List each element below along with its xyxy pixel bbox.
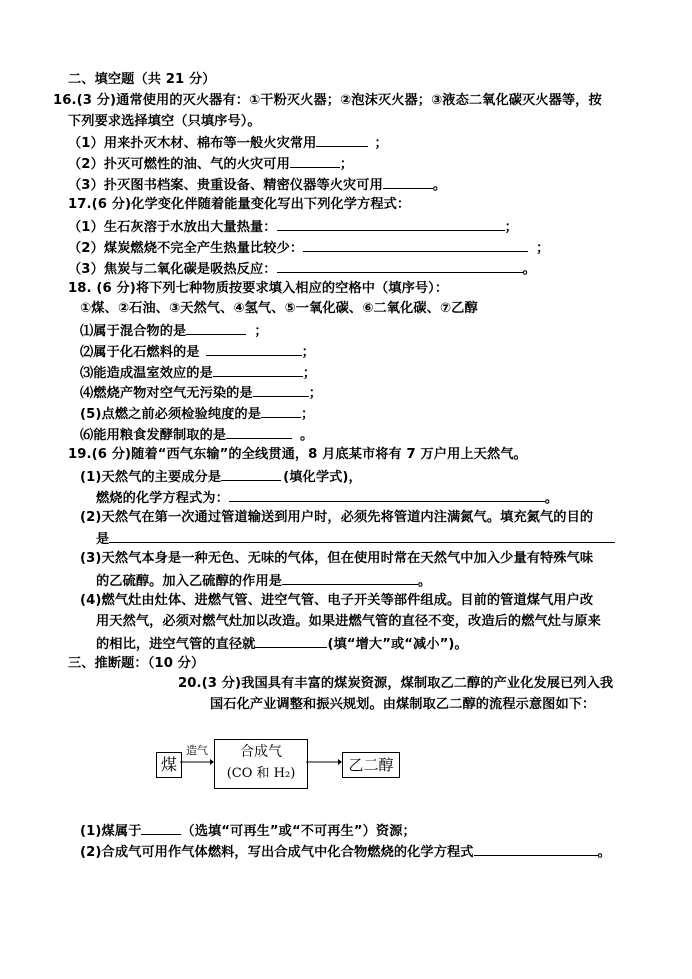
q18-answer-blank-4[interactable] (253, 384, 309, 397)
coal-box (156, 752, 182, 778)
q18-item-6-end: 。 (300, 428, 314, 443)
q19-answer-blank-1[interactable] (221, 468, 281, 481)
q16-answer-blank-3[interactable] (383, 176, 433, 189)
q18-item-1-end: ； (254, 324, 268, 339)
q18-item-2-text: ⑵属于化石燃料的是 (80, 345, 200, 360)
q18-item-4-end: ； (308, 386, 323, 401)
q18-item-3-text: ⑶能造成温室效应的是 (80, 366, 213, 381)
q16-stem-line-2: 下列要求选择填空（只填序号）。 (68, 114, 261, 129)
q19-part-3b-text: 的乙硫醇。加入乙硫醇的作用是 (96, 574, 283, 589)
q17-answer-blank-3[interactable] (277, 260, 523, 273)
q20-stem-line-1: 20.(3 分)我国具有丰富的煤炭资源，煤制取乙二醇的产业化发展已列入我 (178, 676, 614, 691)
q16-item-3 (68, 176, 446, 194)
q17-stem: 17.(6 分)化学变化伴随着能量变化写出下列化学方程式： (68, 197, 411, 212)
q19-part-4a: (4)燃气灶由灶体、进燃气管、进空气管、电子开关等部件组成。目前的管道煤气用户改 (80, 593, 594, 608)
q18-substance-list: ①煤、②石油、③天然气、④氢气、⑤一氧化碳、⑥二氧化碳、⑦乙醇 (80, 301, 478, 316)
q19-part-1a-text: (1)天然气的主要成分是 (80, 470, 222, 485)
q20-part-1-text: (1)煤属于 (80, 824, 142, 839)
q19-part-1b-end: 。 (544, 491, 559, 506)
q19-part-2a: (2)天然气在第一次通过管道输送到用户时，必须先将管道内注满氮气。填充氮气的目的 (80, 510, 594, 525)
q19-answer-blank-4[interactable] (282, 572, 418, 585)
q19-stem: 19.(6 分)随着“西气东输”的全线贯通，8 月底某市将有 7 万户用上天然气。 (68, 447, 527, 462)
q19-part-4b: 用天然气，必须对燃气灶加以改造。如果进燃气管的直径不变，改造后的燃气灶与原来 (96, 614, 601, 629)
q20-part-2 (80, 843, 611, 861)
q19-part-3b (96, 572, 431, 590)
q18-item-4-text: ⑷燃烧产物对空气无污染的是 (80, 386, 253, 401)
q18-answer-blank-1[interactable] (186, 322, 246, 335)
q17-item-3 (68, 260, 536, 278)
ethylene-glycol-label: 乙二醇 (348, 756, 394, 774)
q17-item-1 (68, 218, 518, 236)
q17-item-1-end: ； (504, 220, 518, 235)
q18-item-6-text: ⑹能用粮食发酵制取的是 (80, 428, 227, 443)
q17-item-3-text: （3）焦炭与二氧化碳是吸热反应： (68, 262, 277, 277)
q19-part-1b-text: 燃烧的化学方程式为： (96, 491, 229, 506)
q16-item-1 (68, 134, 388, 152)
q16-item-2-end: ； (339, 157, 354, 172)
gasification-label: 造气 (186, 744, 208, 757)
q20-stem-line-2: 国石化产业调整和振兴规划。由煤制取乙二醇的流程示意图如下： (210, 697, 596, 712)
q17-item-3-end: 。 (522, 262, 536, 277)
q18-item-5 (80, 405, 314, 423)
q19-part-3b-end: 。 (418, 574, 432, 589)
q16-item-2-text: （2）扑灭可燃性的油、气的火灾可用 (68, 157, 290, 172)
q16-item-3-end: 。 (432, 178, 447, 193)
q18-item-2-end: ； (301, 345, 315, 360)
q18-item-5-text: (5)点燃之前必须检验纯度的是 (80, 407, 261, 422)
coal-label: 煤 (160, 755, 177, 774)
q16-answer-blank-2[interactable] (290, 155, 340, 168)
q16-item-3-text: （3）扑灭图书档案、贵重设备、精密仪器等火灾可用 (68, 178, 383, 193)
q17-item-1-text: （1）生石灰溶于水放出大量热量： (68, 220, 277, 235)
q18-item-5-end: ； (300, 407, 315, 422)
q17-item-2 (68, 239, 549, 257)
q18-answer-blank-5[interactable] (261, 405, 301, 418)
q19-part-1a (80, 468, 362, 486)
q18-item-2 (80, 343, 315, 361)
q18-answer-blank-3[interactable] (213, 364, 303, 377)
arrow-syngas-to-glycol-icon (306, 756, 342, 768)
ethylene-glycol-box (342, 752, 400, 778)
syngas-formula: (CO 和 H₂) (226, 766, 296, 781)
q20-answer-blank-2[interactable] (474, 843, 598, 856)
syngas-box (214, 739, 308, 789)
q19-part-4c-end: (填“增大”或“减小”)。 (327, 637, 468, 652)
arrow-coal-to-syngas-icon (180, 756, 214, 768)
syngas-label: 合成气 (240, 744, 282, 760)
q18-item-3 (80, 364, 316, 382)
q20-answer-blank-1[interactable] (141, 822, 181, 835)
q16-answer-blank-1[interactable] (316, 134, 368, 147)
q16-item-2 (68, 155, 353, 173)
q18-stem: 18. (6 分)将下列七种物质按要求填入相应的空格中（填序号）： (68, 281, 449, 296)
q20-part-2-text: (2)合成气可用作气体燃料，写出合成气中化合物燃烧的化学方程式 (80, 845, 474, 860)
q17-item-2-end: ； (536, 241, 550, 256)
q19-part-1b (96, 489, 558, 507)
q19-part-4c (96, 635, 468, 653)
q19-part-3a: (3)天然气本身是一种无色、无味的气体，但在使用时常在天然气中加入少量有特殊气味 (80, 551, 594, 566)
q19-part-4c-text: 的相比，进空气管的直径就 (96, 637, 256, 652)
q18-item-1 (80, 322, 268, 340)
q16-item-1-end: ； (374, 136, 388, 151)
q18-item-3-end: ； (302, 366, 317, 381)
q19-part-1a-end: (填化学式)， (283, 470, 362, 485)
q19-answer-blank-5[interactable] (255, 635, 327, 648)
q19-part-2b (96, 530, 615, 548)
q18-item-6 (80, 426, 313, 444)
q17-item-2-text: （2）煤炭燃烧不完全产生热量比较少： (68, 241, 304, 256)
q16-stem-line-1: 16.(3 分)通常使用的灭火器有：①干粉灭火器；②泡沫灭火器；③液态二氧化碳灭火器等，按 (53, 93, 602, 108)
q20-part-2-end: 。 (597, 845, 611, 860)
q16-item-1-text: （1）用来扑灭木材、棉布等一般火灾常用 (68, 136, 317, 151)
q20-part-1-end: （选填“可再生”或“不可再生”）资源； (181, 824, 416, 839)
section-2-title: 二、填空题（共 21 分） (68, 72, 216, 87)
q17-answer-blank-1[interactable] (277, 218, 505, 231)
q18-item-1-text: ⑴属于混合物的是 (80, 324, 187, 339)
q17-answer-blank-2[interactable] (303, 239, 528, 252)
q20-part-1 (80, 822, 416, 840)
q19-answer-blank-2[interactable] (229, 489, 545, 502)
q18-item-4 (80, 384, 322, 402)
section-3-title: 三、推断题：（10 分） (68, 656, 205, 671)
q18-answer-blank-6[interactable] (226, 426, 292, 439)
q19-answer-blank-3[interactable] (109, 530, 615, 543)
q19-part-2b-text: 是 (96, 532, 110, 547)
q18-answer-blank-2[interactable] (206, 343, 302, 356)
